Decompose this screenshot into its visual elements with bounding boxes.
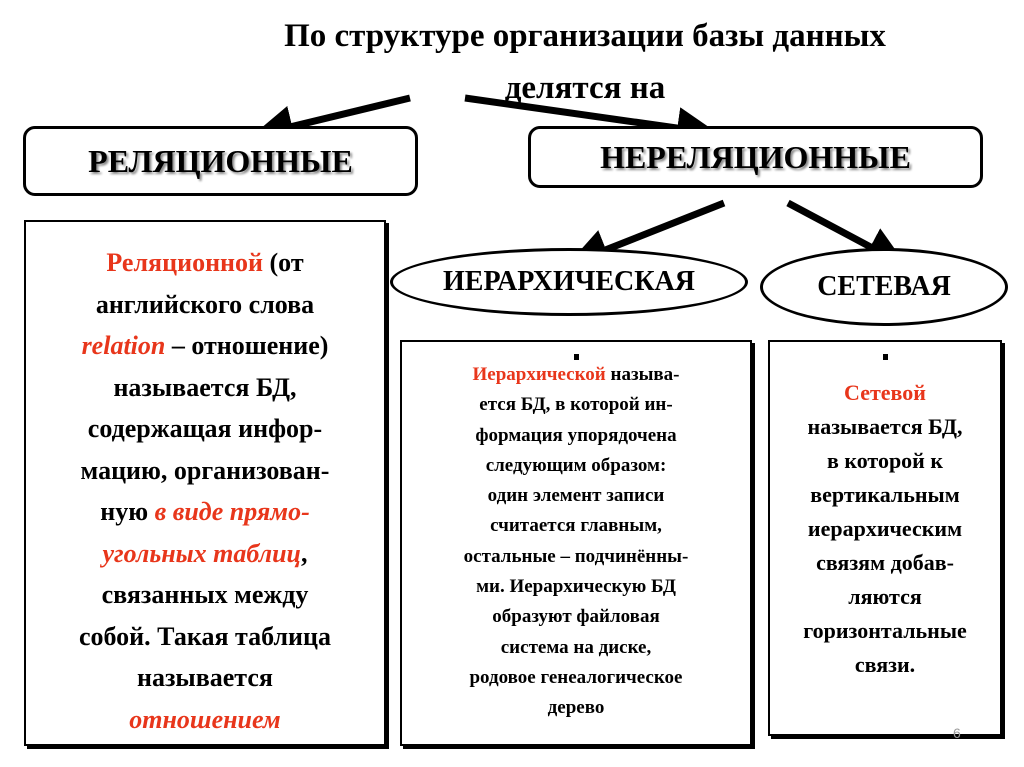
text-line: система на диске, <box>500 636 652 658</box>
text-line: вертикальным <box>810 482 960 507</box>
relational-label: РЕЛЯЦИОННЫЕ <box>88 142 353 179</box>
text-line: relation – отношение) <box>81 331 329 360</box>
text-line: один элемент записи <box>487 485 665 507</box>
nonrelational-category-box <box>528 126 983 188</box>
text-line: следующим образом: <box>485 454 667 476</box>
text-line: называется <box>136 663 273 692</box>
text-line: горизонтальные <box>803 618 967 643</box>
network-ellipse <box>760 248 1008 326</box>
text-line: английского слова <box>95 289 315 319</box>
text-line: родовое генеалогическое <box>469 666 683 688</box>
network-definition-card <box>768 340 1002 736</box>
text-line: иерархическим <box>807 516 963 541</box>
text-line: связанных между <box>101 580 309 609</box>
text-line: связям добав- <box>816 550 954 575</box>
relational-category-box <box>23 126 418 196</box>
text-line: дерево <box>547 697 605 719</box>
network-label: СЕТЕВАЯ <box>817 271 951 302</box>
text-line: мацию, организован- <box>80 455 330 485</box>
title-line-2: делятся на <box>504 70 666 106</box>
nonrelational-label: НЕРЕЛЯЦИОННЫЕ <box>600 138 911 175</box>
text-line: угольных таблиц, <box>102 538 308 568</box>
page-number: 6 <box>953 725 961 741</box>
text-line: образуют файловая <box>492 606 660 628</box>
text-line: называется БД, <box>807 414 963 439</box>
text-line: ми. Иерархическую БД <box>476 576 676 598</box>
text-line: остальные – подчинённы- <box>463 545 689 567</box>
relational-definition-card <box>24 220 386 746</box>
text-line: называется БД, <box>113 372 297 402</box>
text-line: Иерархической называ- <box>472 364 680 385</box>
text-line: в которой к <box>826 448 944 473</box>
text-line: ную в виде прямо- <box>100 497 310 526</box>
text-line: считается главным, <box>490 515 662 537</box>
hierarchical-label: ИЕРАРХИЧЕСКАЯ <box>443 266 695 297</box>
hierarchical-definition-card <box>400 340 752 746</box>
text-line: собой. Такая таблица <box>78 621 331 651</box>
text-line: отношением <box>129 704 281 734</box>
text-line: формация упорядочена <box>475 424 677 446</box>
title-line-1: По структуре организации базы данных <box>284 18 886 54</box>
text-line: связи. <box>854 652 916 677</box>
text-line: содержащая инфор- <box>87 414 323 443</box>
text-line: ется БД, в которой ин- <box>479 394 673 416</box>
text-line: Реляционной (от <box>106 248 304 277</box>
text-line: Сетевой <box>844 380 926 405</box>
text-line: ляются <box>848 584 922 609</box>
hierarchical-ellipse <box>390 248 748 316</box>
